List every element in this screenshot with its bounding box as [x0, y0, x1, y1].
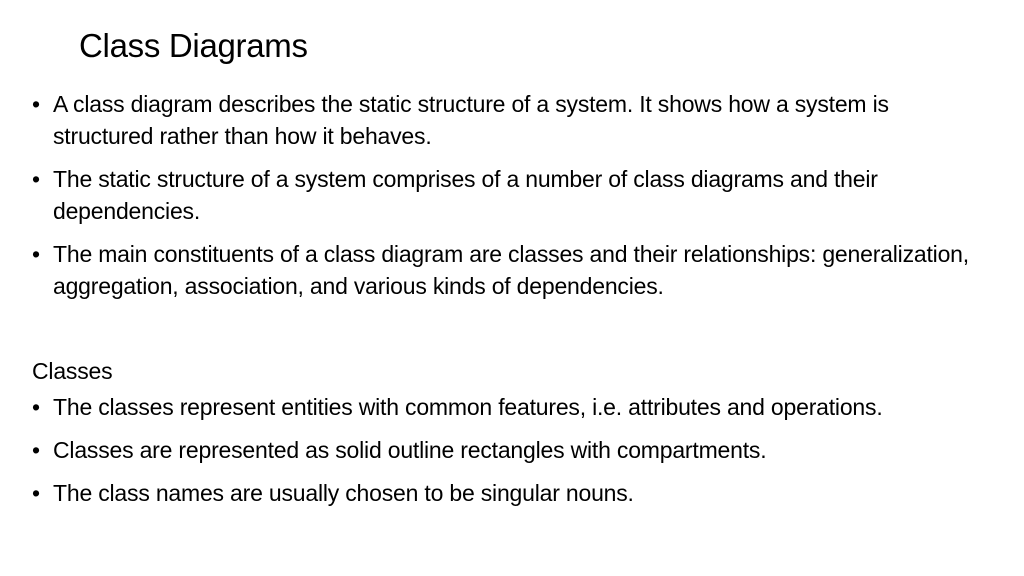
bullet-text: The main constituents of a class diagram are classes and their relationships: generalization, aggregation, association, and various kinds of dependencies. [53, 241, 969, 299]
list-item [32, 391, 992, 423]
bullet-icon: • [32, 480, 40, 506]
classes-heading: Classes [32, 358, 113, 384]
list-item [32, 88, 992, 152]
bullet-text: Classes are represented as solid outline rectangles with compartments. [53, 437, 767, 463]
list-item [32, 434, 992, 466]
bullet-text: The classes represent entities with common features, i.e. attributes and operations. [53, 394, 883, 420]
bullet-text: A class diagram describes the static structure of a system. It shows how a system is structured rather than how it behaves. [53, 91, 889, 149]
slide-body [32, 88, 992, 520]
classes-bullet-list [32, 391, 992, 509]
list-item [32, 477, 992, 509]
bullet-text: The static structure of a system comprises of a number of class diagrams and their dependencies. [53, 166, 878, 224]
intro-bullet-list [32, 88, 992, 302]
bullet-text: The class names are usually chosen to be singular nouns. [53, 480, 634, 506]
bullet-icon: • [32, 394, 40, 420]
section-spacer [32, 313, 992, 355]
slide-title: Class Diagrams [79, 27, 308, 64]
bullet-icon: • [32, 91, 40, 117]
bullet-icon: • [32, 437, 40, 463]
bullet-icon: • [32, 166, 40, 192]
bullet-icon: • [32, 241, 40, 267]
list-item [32, 163, 992, 227]
list-item [32, 238, 992, 302]
